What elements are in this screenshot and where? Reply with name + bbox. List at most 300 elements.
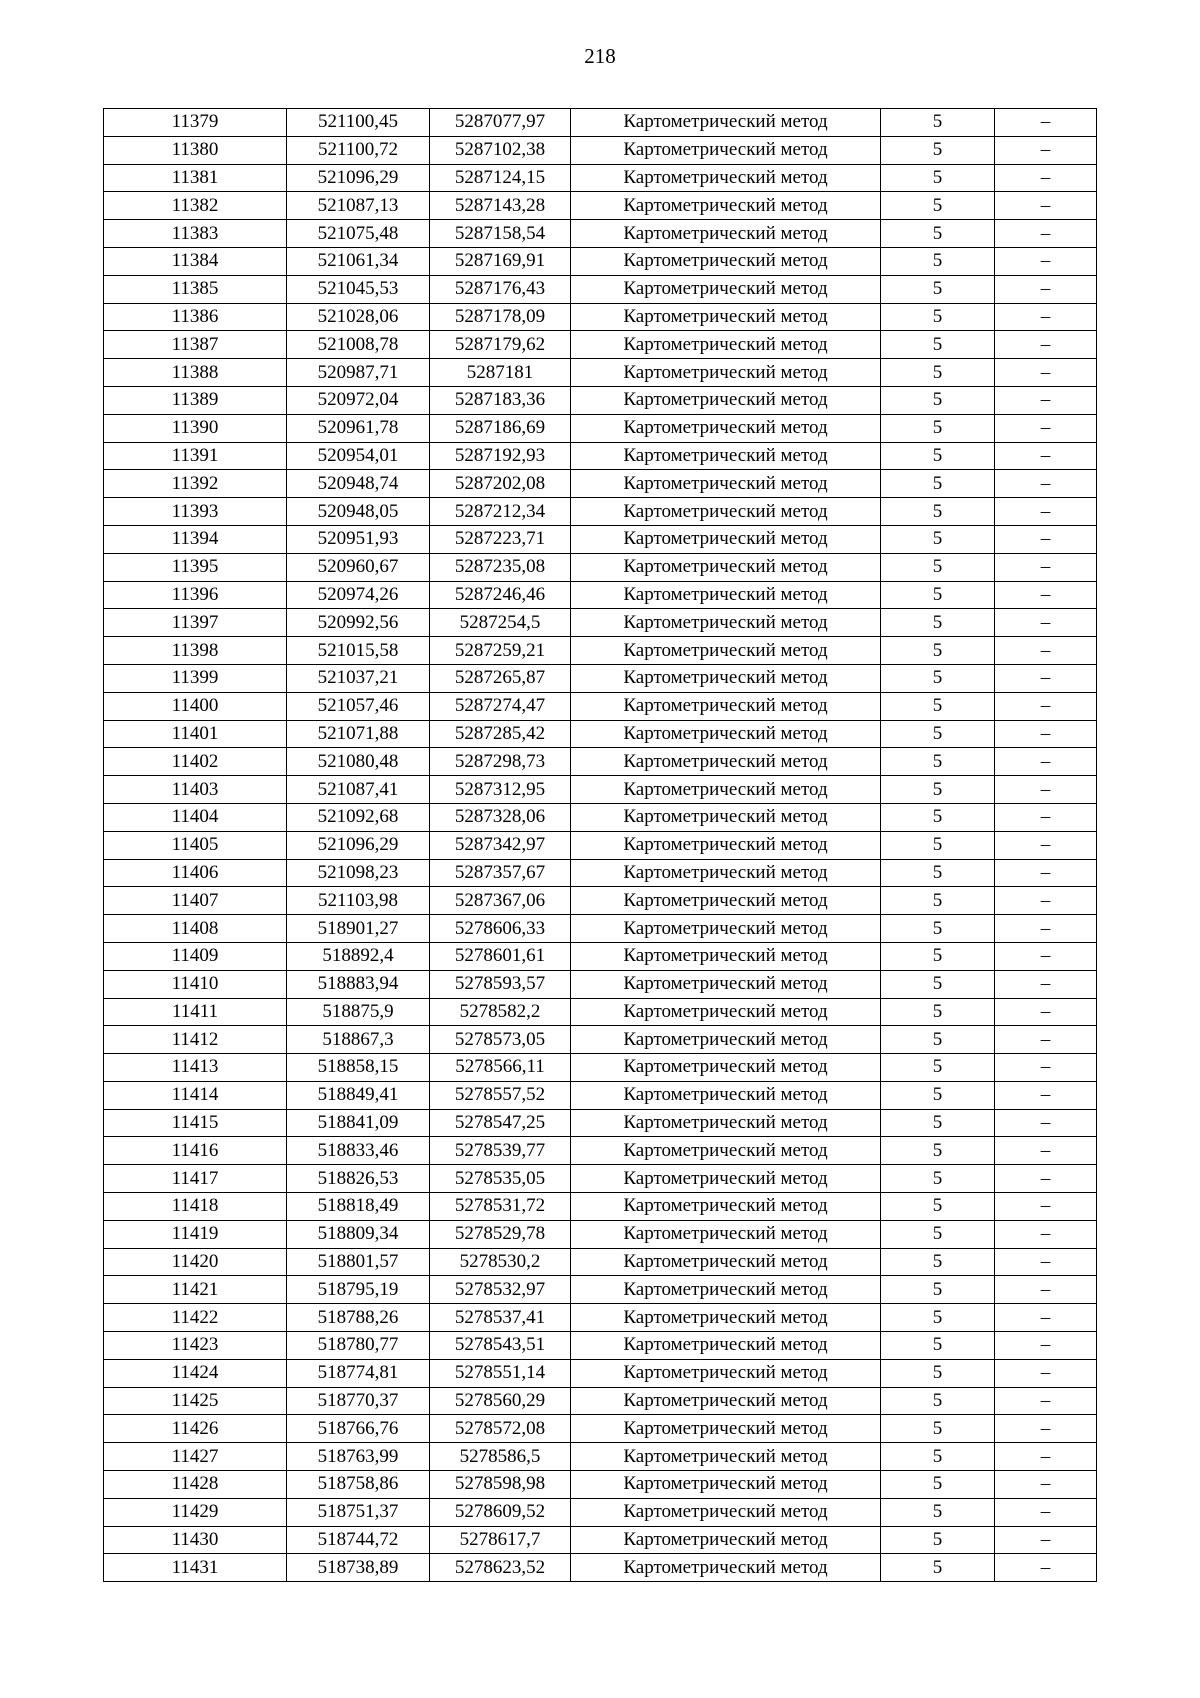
y-coordinate-cell: 5287077,97 <box>430 109 571 137</box>
y-coordinate-cell: 5278593,57 <box>430 970 571 998</box>
x-coordinate-cell: 521092,68 <box>287 803 430 831</box>
x-coordinate-cell: 520992,56 <box>287 609 430 637</box>
y-coordinate-cell: 5278566,11 <box>430 1054 571 1082</box>
point-number-cell: 11425 <box>104 1387 287 1415</box>
table-row <box>104 136 1097 164</box>
accuracy-cell: 5 <box>881 1109 995 1137</box>
y-coordinate-cell: 5287124,15 <box>430 164 571 192</box>
note-cell: – <box>995 637 1097 665</box>
method-cell: Картометрический метод <box>571 414 881 442</box>
point-number-cell: 11402 <box>104 748 287 776</box>
accuracy-cell: 5 <box>881 692 995 720</box>
x-coordinate-cell: 518883,94 <box>287 970 430 998</box>
y-coordinate-cell: 5278617,7 <box>430 1526 571 1554</box>
accuracy-cell: 5 <box>881 1471 995 1499</box>
x-coordinate-cell: 520972,04 <box>287 386 430 414</box>
y-coordinate-cell: 5287285,42 <box>430 720 571 748</box>
table-row <box>104 1332 1097 1360</box>
method-cell: Картометрический метод <box>571 1387 881 1415</box>
point-number-cell: 11405 <box>104 831 287 859</box>
note-cell: – <box>995 1137 1097 1165</box>
y-coordinate-cell: 5287143,28 <box>430 192 571 220</box>
table-row <box>104 1359 1097 1387</box>
table-row <box>104 998 1097 1026</box>
point-number-cell: 11386 <box>104 303 287 331</box>
y-coordinate-cell: 5287186,69 <box>430 414 571 442</box>
x-coordinate-cell: 518858,15 <box>287 1054 430 1082</box>
x-coordinate-cell: 518766,76 <box>287 1415 430 1443</box>
note-cell: – <box>995 1026 1097 1054</box>
method-cell: Картометрический метод <box>571 470 881 498</box>
method-cell: Картометрический метод <box>571 581 881 609</box>
method-cell: Картометрический метод <box>571 442 881 470</box>
point-number-cell: 11409 <box>104 942 287 970</box>
accuracy-cell: 5 <box>881 1193 995 1221</box>
note-cell: – <box>995 664 1097 692</box>
point-number-cell: 11406 <box>104 859 287 887</box>
point-number-cell: 11417 <box>104 1165 287 1193</box>
accuracy-cell: 5 <box>881 998 995 1026</box>
method-cell: Картометрический метод <box>571 720 881 748</box>
accuracy-cell: 5 <box>881 1248 995 1276</box>
method-cell: Картометрический метод <box>571 887 881 915</box>
note-cell: – <box>995 1081 1097 1109</box>
method-cell: Картометрический метод <box>571 803 881 831</box>
point-number-cell: 11389 <box>104 386 287 414</box>
note-cell: – <box>995 915 1097 943</box>
point-number-cell: 11381 <box>104 164 287 192</box>
accuracy-cell: 5 <box>881 275 995 303</box>
x-coordinate-cell: 518901,27 <box>287 915 430 943</box>
note-cell: – <box>995 748 1097 776</box>
method-cell: Картометрический метод <box>571 664 881 692</box>
table-row <box>104 498 1097 526</box>
point-number-cell: 11422 <box>104 1304 287 1332</box>
accuracy-cell: 5 <box>881 1415 995 1443</box>
table-row <box>104 1471 1097 1499</box>
table-row <box>104 1415 1097 1443</box>
table-row <box>104 776 1097 804</box>
x-coordinate-cell: 521087,13 <box>287 192 430 220</box>
accuracy-cell: 5 <box>881 359 995 387</box>
table-row <box>104 1165 1097 1193</box>
method-cell: Картометрический метод <box>571 1332 881 1360</box>
y-coordinate-cell: 5287169,91 <box>430 247 571 275</box>
note-cell: – <box>995 1498 1097 1526</box>
table-row <box>104 915 1097 943</box>
y-coordinate-cell: 5278573,05 <box>430 1026 571 1054</box>
coordinates-table <box>103 108 1097 1582</box>
method-cell: Картометрический метод <box>571 637 881 665</box>
note-cell: – <box>995 581 1097 609</box>
accuracy-cell: 5 <box>881 192 995 220</box>
method-cell: Картометрический метод <box>571 998 881 1026</box>
accuracy-cell: 5 <box>881 1220 995 1248</box>
note-cell: – <box>995 1332 1097 1360</box>
accuracy-cell: 5 <box>881 164 995 192</box>
y-coordinate-cell: 5287265,87 <box>430 664 571 692</box>
table-row <box>104 553 1097 581</box>
note-cell: – <box>995 192 1097 220</box>
x-coordinate-cell: 521028,06 <box>287 303 430 331</box>
point-number-cell: 11427 <box>104 1443 287 1471</box>
method-cell: Картометрический метод <box>571 1471 881 1499</box>
accuracy-cell: 5 <box>881 136 995 164</box>
y-coordinate-cell: 5287254,5 <box>430 609 571 637</box>
method-cell: Картометрический метод <box>571 1026 881 1054</box>
table-row <box>104 1276 1097 1304</box>
point-number-cell: 11411 <box>104 998 287 1026</box>
accuracy-cell: 5 <box>881 1332 995 1360</box>
y-coordinate-cell: 5278609,52 <box>430 1498 571 1526</box>
y-coordinate-cell: 5278560,29 <box>430 1387 571 1415</box>
y-coordinate-cell: 5287178,09 <box>430 303 571 331</box>
x-coordinate-cell: 518826,53 <box>287 1165 430 1193</box>
y-coordinate-cell: 5287246,46 <box>430 581 571 609</box>
note-cell: – <box>995 1165 1097 1193</box>
note-cell: – <box>995 1220 1097 1248</box>
y-coordinate-cell: 5287192,93 <box>430 442 571 470</box>
table-row <box>104 720 1097 748</box>
note-cell: – <box>995 1304 1097 1332</box>
y-coordinate-cell: 5278572,08 <box>430 1415 571 1443</box>
accuracy-cell: 5 <box>881 1054 995 1082</box>
note-cell: – <box>995 1359 1097 1387</box>
y-coordinate-cell: 5287367,06 <box>430 887 571 915</box>
table-row <box>104 1443 1097 1471</box>
point-number-cell: 11394 <box>104 525 287 553</box>
method-cell: Картометрический метод <box>571 1137 881 1165</box>
point-number-cell: 11428 <box>104 1471 287 1499</box>
method-cell: Картометрический метод <box>571 915 881 943</box>
method-cell: Картометрический метод <box>571 692 881 720</box>
x-coordinate-cell: 518795,19 <box>287 1276 430 1304</box>
note-cell: – <box>995 998 1097 1026</box>
y-coordinate-cell: 5278547,25 <box>430 1109 571 1137</box>
point-number-cell: 11388 <box>104 359 287 387</box>
note-cell: – <box>995 1387 1097 1415</box>
note-cell: – <box>995 1554 1097 1582</box>
table-row <box>104 1526 1097 1554</box>
accuracy-cell: 5 <box>881 1526 995 1554</box>
accuracy-cell: 5 <box>881 1387 995 1415</box>
x-coordinate-cell: 518849,41 <box>287 1081 430 1109</box>
point-number-cell: 11396 <box>104 581 287 609</box>
coordinates-table-body <box>104 109 1097 1582</box>
y-coordinate-cell: 5278537,41 <box>430 1304 571 1332</box>
method-cell: Картометрический метод <box>571 498 881 526</box>
table-row <box>104 525 1097 553</box>
accuracy-cell: 5 <box>881 553 995 581</box>
table-row <box>104 1248 1097 1276</box>
point-number-cell: 11391 <box>104 442 287 470</box>
method-cell: Картометрический метод <box>571 1165 881 1193</box>
y-coordinate-cell: 5278543,51 <box>430 1332 571 1360</box>
note-cell: – <box>995 831 1097 859</box>
x-coordinate-cell: 518867,3 <box>287 1026 430 1054</box>
y-coordinate-cell: 5278532,97 <box>430 1276 571 1304</box>
method-cell: Картометрический метод <box>571 109 881 137</box>
point-number-cell: 11412 <box>104 1026 287 1054</box>
note-cell: – <box>995 609 1097 637</box>
x-coordinate-cell: 521075,48 <box>287 220 430 248</box>
x-coordinate-cell: 518841,09 <box>287 1109 430 1137</box>
x-coordinate-cell: 521098,23 <box>287 859 430 887</box>
x-coordinate-cell: 520948,05 <box>287 498 430 526</box>
table-row <box>104 1554 1097 1582</box>
table-row <box>104 609 1097 637</box>
table-row <box>104 831 1097 859</box>
accuracy-cell: 5 <box>881 720 995 748</box>
y-coordinate-cell: 5287259,21 <box>430 637 571 665</box>
accuracy-cell: 5 <box>881 470 995 498</box>
method-cell: Картометрический метод <box>571 1498 881 1526</box>
accuracy-cell: 5 <box>881 1165 995 1193</box>
accuracy-cell: 5 <box>881 776 995 804</box>
note-cell: – <box>995 970 1097 998</box>
point-number-cell: 11387 <box>104 331 287 359</box>
point-number-cell: 11421 <box>104 1276 287 1304</box>
point-number-cell: 11398 <box>104 637 287 665</box>
point-number-cell: 11407 <box>104 887 287 915</box>
accuracy-cell: 5 <box>881 1304 995 1332</box>
y-coordinate-cell: 5287357,67 <box>430 859 571 887</box>
accuracy-cell: 5 <box>881 220 995 248</box>
note-cell: – <box>995 136 1097 164</box>
point-number-cell: 11431 <box>104 1554 287 1582</box>
note-cell: – <box>995 803 1097 831</box>
x-coordinate-cell: 518763,99 <box>287 1443 430 1471</box>
y-coordinate-cell: 5287328,06 <box>430 803 571 831</box>
table-row <box>104 748 1097 776</box>
table-row <box>104 109 1097 137</box>
method-cell: Картометрический метод <box>571 1526 881 1554</box>
x-coordinate-cell: 518751,37 <box>287 1498 430 1526</box>
y-coordinate-cell: 5287181 <box>430 359 571 387</box>
x-coordinate-cell: 521037,21 <box>287 664 430 692</box>
table-row <box>104 1137 1097 1165</box>
method-cell: Картометрический метод <box>571 1359 881 1387</box>
note-cell: – <box>995 887 1097 915</box>
x-coordinate-cell: 518809,34 <box>287 1220 430 1248</box>
x-coordinate-cell: 521057,46 <box>287 692 430 720</box>
y-coordinate-cell: 5278535,05 <box>430 1165 571 1193</box>
x-coordinate-cell: 518833,46 <box>287 1137 430 1165</box>
method-cell: Картометрический метод <box>571 1054 881 1082</box>
note-cell: – <box>995 1415 1097 1443</box>
x-coordinate-cell: 520954,01 <box>287 442 430 470</box>
accuracy-cell: 5 <box>881 915 995 943</box>
accuracy-cell: 5 <box>881 247 995 275</box>
y-coordinate-cell: 5287235,08 <box>430 553 571 581</box>
point-number-cell: 11430 <box>104 1526 287 1554</box>
note-cell: – <box>995 470 1097 498</box>
x-coordinate-cell: 518818,49 <box>287 1193 430 1221</box>
accuracy-cell: 5 <box>881 637 995 665</box>
note-cell: – <box>995 331 1097 359</box>
accuracy-cell: 5 <box>881 831 995 859</box>
table-row <box>104 359 1097 387</box>
y-coordinate-cell: 5278586,5 <box>430 1443 571 1471</box>
y-coordinate-cell: 5287202,08 <box>430 470 571 498</box>
note-cell: – <box>995 164 1097 192</box>
accuracy-cell: 5 <box>881 303 995 331</box>
point-number-cell: 11420 <box>104 1248 287 1276</box>
table-row <box>104 887 1097 915</box>
note-cell: – <box>995 859 1097 887</box>
note-cell: – <box>995 220 1097 248</box>
page-number: 218 <box>584 44 616 68</box>
point-number-cell: 11414 <box>104 1081 287 1109</box>
note-cell: – <box>995 692 1097 720</box>
method-cell: Картометрический метод <box>571 1081 881 1109</box>
x-coordinate-cell: 518780,77 <box>287 1332 430 1360</box>
method-cell: Картометрический метод <box>571 831 881 859</box>
y-coordinate-cell: 5287183,36 <box>430 386 571 414</box>
method-cell: Картометрический метод <box>571 1554 881 1582</box>
note-cell: – <box>995 776 1097 804</box>
table-row <box>104 1304 1097 1332</box>
method-cell: Картометрический метод <box>571 748 881 776</box>
accuracy-cell: 5 <box>881 609 995 637</box>
note-cell: – <box>995 1526 1097 1554</box>
method-cell: Картометрический метод <box>571 942 881 970</box>
note-cell: – <box>995 498 1097 526</box>
table-row <box>104 970 1097 998</box>
y-coordinate-cell: 5287102,38 <box>430 136 571 164</box>
point-number-cell: 11416 <box>104 1137 287 1165</box>
note-cell: – <box>995 1443 1097 1471</box>
point-number-cell: 11404 <box>104 803 287 831</box>
point-number-cell: 11395 <box>104 553 287 581</box>
method-cell: Картометрический метод <box>571 525 881 553</box>
table-row <box>104 414 1097 442</box>
method-cell: Картометрический метод <box>571 1248 881 1276</box>
point-number-cell: 11382 <box>104 192 287 220</box>
point-number-cell: 11413 <box>104 1054 287 1082</box>
method-cell: Картометрический метод <box>571 970 881 998</box>
accuracy-cell: 5 <box>881 331 995 359</box>
note-cell: – <box>995 303 1097 331</box>
x-coordinate-cell: 521100,72 <box>287 136 430 164</box>
method-cell: Картометрический метод <box>571 192 881 220</box>
x-coordinate-cell: 521071,88 <box>287 720 430 748</box>
x-coordinate-cell: 518770,37 <box>287 1387 430 1415</box>
accuracy-cell: 5 <box>881 1026 995 1054</box>
point-number-cell: 11424 <box>104 1359 287 1387</box>
y-coordinate-cell: 5278530,2 <box>430 1248 571 1276</box>
x-coordinate-cell: 521045,53 <box>287 275 430 303</box>
point-number-cell: 11397 <box>104 609 287 637</box>
accuracy-cell: 5 <box>881 887 995 915</box>
table-row <box>104 1193 1097 1221</box>
table-row <box>104 942 1097 970</box>
y-coordinate-cell: 5287312,95 <box>430 776 571 804</box>
x-coordinate-cell: 520974,26 <box>287 581 430 609</box>
table-row <box>104 1220 1097 1248</box>
x-coordinate-cell: 521080,48 <box>287 748 430 776</box>
x-coordinate-cell: 518801,57 <box>287 1248 430 1276</box>
y-coordinate-cell: 5278623,52 <box>430 1554 571 1582</box>
x-coordinate-cell: 521087,41 <box>287 776 430 804</box>
table-row <box>104 637 1097 665</box>
note-cell: – <box>995 525 1097 553</box>
y-coordinate-cell: 5278606,33 <box>430 915 571 943</box>
accuracy-cell: 5 <box>881 1081 995 1109</box>
method-cell: Картометрический метод <box>571 776 881 804</box>
accuracy-cell: 5 <box>881 1498 995 1526</box>
method-cell: Картометрический метод <box>571 1193 881 1221</box>
y-coordinate-cell: 5287342,97 <box>430 831 571 859</box>
point-number-cell: 11379 <box>104 109 287 137</box>
note-cell: – <box>995 1276 1097 1304</box>
note-cell: – <box>995 1248 1097 1276</box>
note-cell: – <box>995 442 1097 470</box>
table-row <box>104 1026 1097 1054</box>
accuracy-cell: 5 <box>881 1276 995 1304</box>
point-number-cell: 11423 <box>104 1332 287 1360</box>
table-row <box>104 664 1097 692</box>
y-coordinate-cell: 5287179,62 <box>430 331 571 359</box>
x-coordinate-cell: 521100,45 <box>287 109 430 137</box>
x-coordinate-cell: 518744,72 <box>287 1526 430 1554</box>
y-coordinate-cell: 5278539,77 <box>430 1137 571 1165</box>
accuracy-cell: 5 <box>881 414 995 442</box>
accuracy-cell: 5 <box>881 109 995 137</box>
point-number-cell: 11429 <box>104 1498 287 1526</box>
x-coordinate-cell: 521008,78 <box>287 331 430 359</box>
table-row <box>104 220 1097 248</box>
method-cell: Картометрический метод <box>571 1220 881 1248</box>
method-cell: Картометрический метод <box>571 859 881 887</box>
y-coordinate-cell: 5287274,47 <box>430 692 571 720</box>
x-coordinate-cell: 520960,67 <box>287 553 430 581</box>
table-row <box>104 331 1097 359</box>
point-number-cell: 11410 <box>104 970 287 998</box>
accuracy-cell: 5 <box>881 803 995 831</box>
accuracy-cell: 5 <box>881 1443 995 1471</box>
method-cell: Картометрический метод <box>571 1109 881 1137</box>
note-cell: – <box>995 1193 1097 1221</box>
point-number-cell: 11392 <box>104 470 287 498</box>
accuracy-cell: 5 <box>881 1359 995 1387</box>
table-row <box>104 442 1097 470</box>
method-cell: Картометрический метод <box>571 1304 881 1332</box>
accuracy-cell: 5 <box>881 498 995 526</box>
accuracy-cell: 5 <box>881 1137 995 1165</box>
table-row <box>104 275 1097 303</box>
table-row <box>104 164 1097 192</box>
note-cell: – <box>995 1109 1097 1137</box>
y-coordinate-cell: 5287212,34 <box>430 498 571 526</box>
method-cell: Картометрический метод <box>571 164 881 192</box>
x-coordinate-cell: 518892,4 <box>287 942 430 970</box>
y-coordinate-cell: 5287223,71 <box>430 525 571 553</box>
x-coordinate-cell: 521103,98 <box>287 887 430 915</box>
accuracy-cell: 5 <box>881 1554 995 1582</box>
note-cell: – <box>995 109 1097 137</box>
y-coordinate-cell: 5287176,43 <box>430 275 571 303</box>
note-cell: – <box>995 1471 1097 1499</box>
point-number-cell: 11399 <box>104 664 287 692</box>
table-row <box>104 386 1097 414</box>
table-row <box>104 803 1097 831</box>
note-cell: – <box>995 414 1097 442</box>
point-number-cell: 11393 <box>104 498 287 526</box>
note-cell: – <box>995 359 1097 387</box>
note-cell: – <box>995 553 1097 581</box>
point-number-cell: 11383 <box>104 220 287 248</box>
